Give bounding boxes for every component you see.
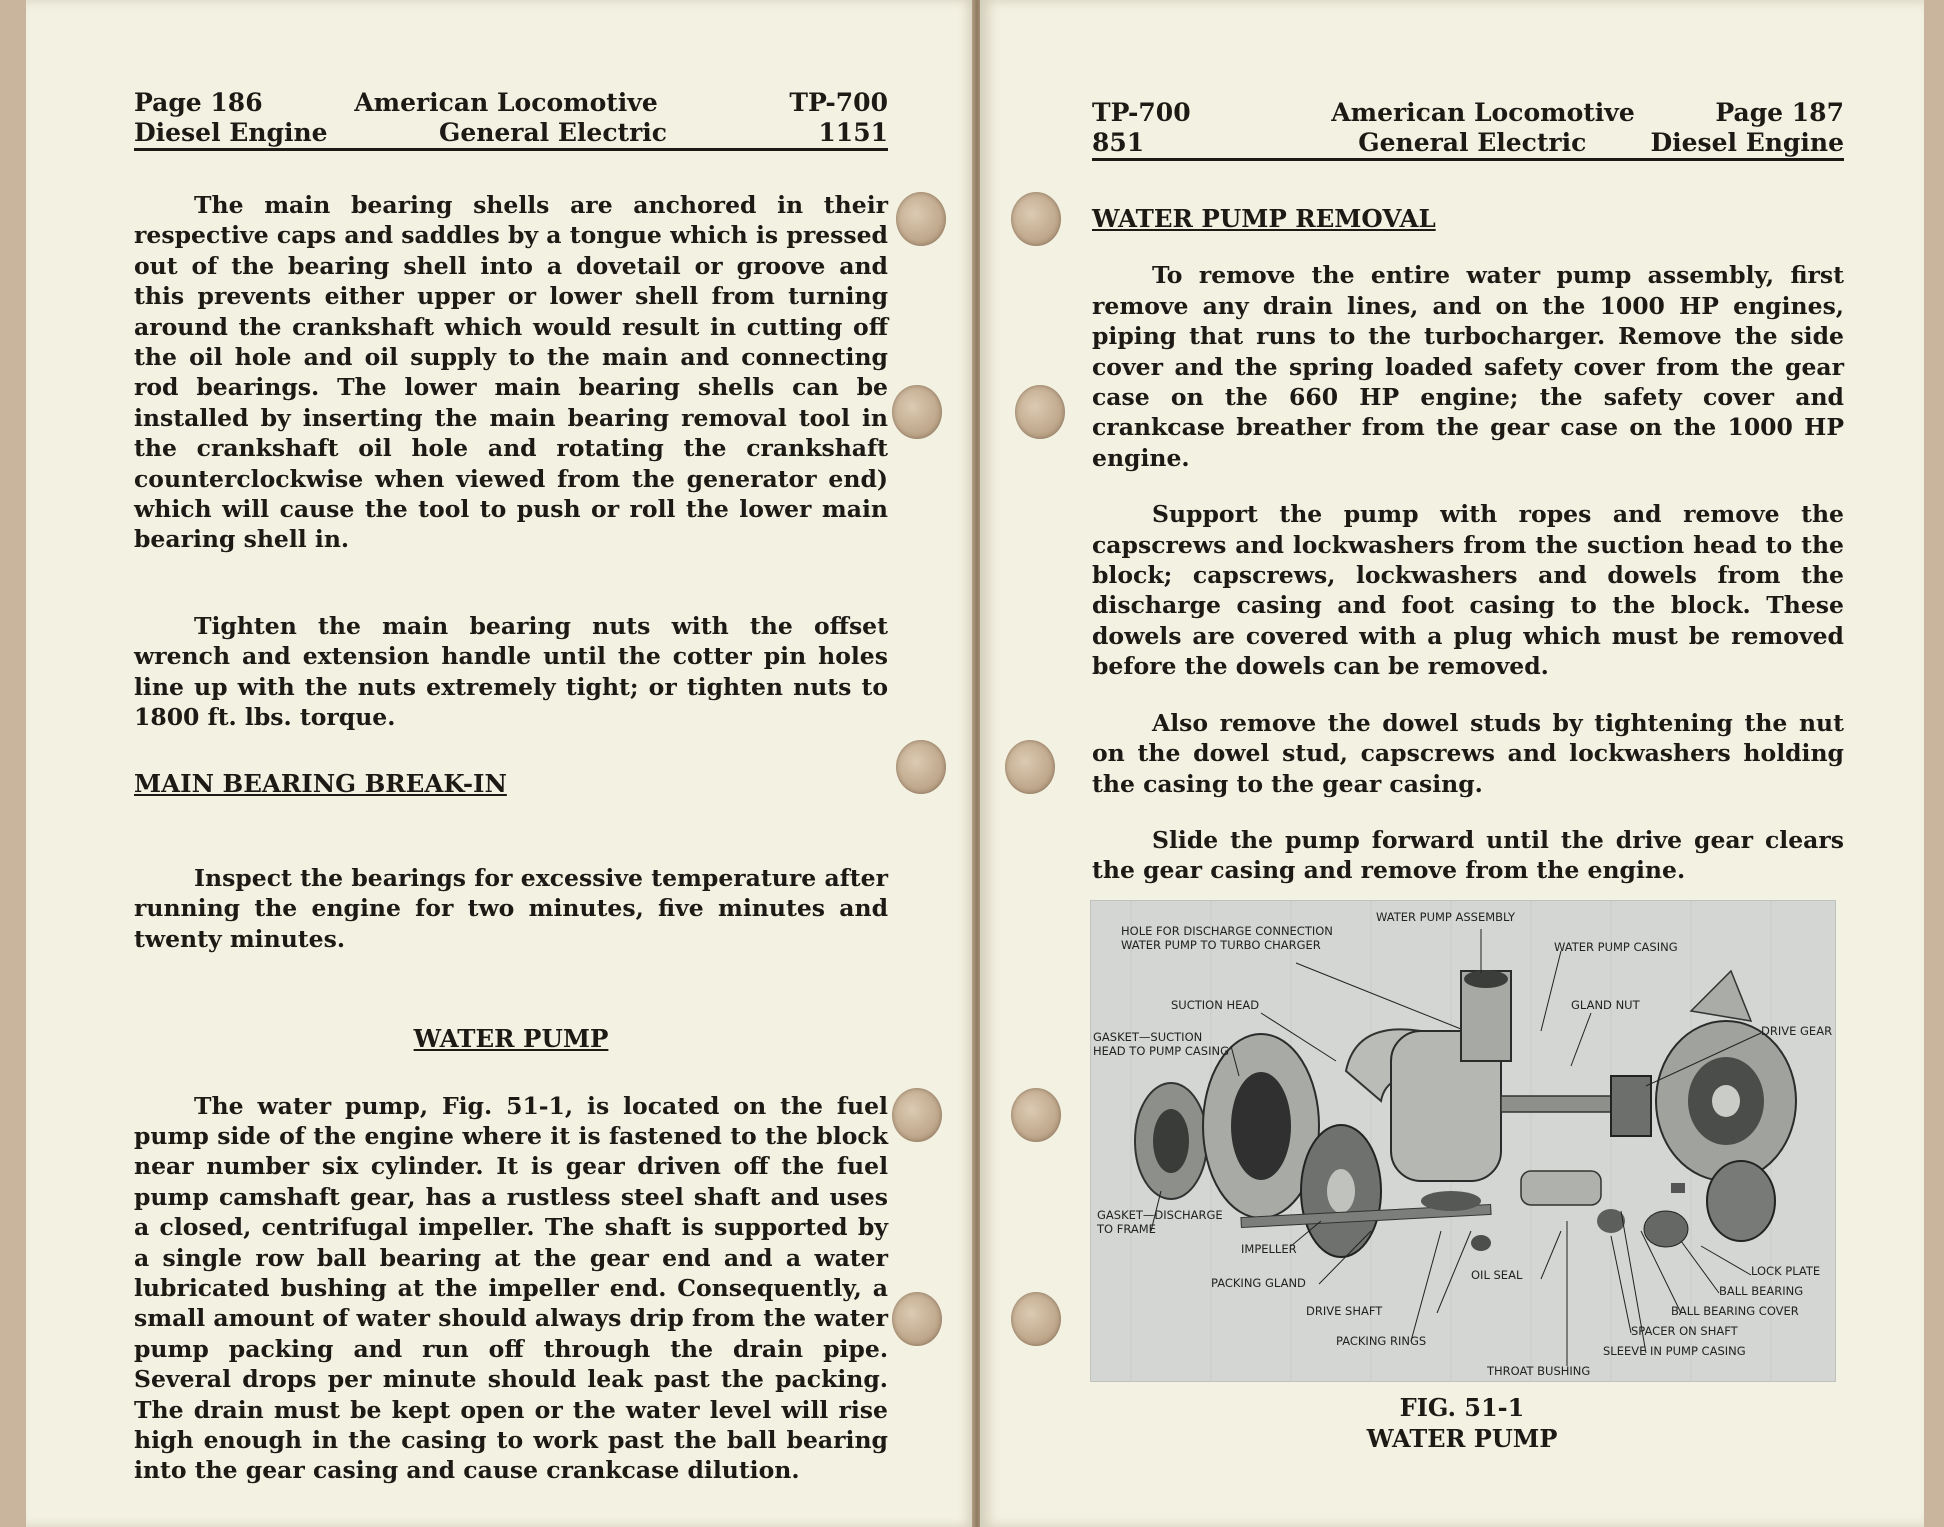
left-page-body [134,190,888,1486]
figure-caption [1090,1392,1834,1454]
figure-label: GASKET—SUCTION [1093,1030,1203,1044]
figure-label: GLAND NUT [1571,998,1640,1012]
figure-label: SPACER ON SHAFT [1631,1324,1738,1338]
figure-label: LOCK PLATE [1751,1264,1821,1278]
punch-hole [1011,192,1061,246]
figure-label: WATER PUMP CASING [1554,940,1678,954]
paragraph: Also remove the dowel studs by tightening the nut on the dowel stud, capscrews and lockwashers holding the casing to the gear casing. [1092,708,1844,798]
company-name: American Locomotive [1331,98,1635,127]
figure-number: FIG. 51-1 [1399,1393,1525,1422]
section-heading: MAIN BEARING BREAK-IN [134,768,507,798]
figure-label: WATER PUMP TO TURBO CHARGER [1121,938,1321,952]
figure-label: SLEEVE IN PUMP CASING [1603,1344,1746,1358]
figure-label: DRIVE SHAFT [1306,1304,1383,1318]
punch-hole [1011,1292,1061,1346]
punch-hole [896,740,946,794]
figure-label: IMPELLER [1241,1242,1297,1256]
punch-hole [892,1088,942,1142]
punch-hole [1005,740,1055,794]
punch-hole [892,385,942,439]
document-number: TP-700 [789,88,888,117]
punch-hole [896,192,946,246]
punch-hole [892,1292,942,1346]
revision-number: 851 [1092,128,1145,157]
punch-hole [1011,1088,1061,1142]
figure-label: PACKING GLAND [1211,1276,1306,1290]
punch-hole [1015,385,1065,439]
right-page-body [1092,204,1844,886]
figure-label: THROAT BUSHING [1487,1364,1591,1378]
company-name: American Locomotive [354,88,658,117]
figure-label: HOLE FOR DISCHARGE CONNECTION [1121,924,1333,938]
page-number: Page 186 [134,88,263,117]
figure-title: WATER PUMP [1366,1424,1558,1453]
figure-label: TO FRAME [1097,1222,1156,1236]
left-page-header [134,88,888,151]
paragraph: Inspect the bearings for excessive temperature after running the engine for two minutes, five minutes and twenty minutes. [134,863,888,953]
paragraph: Slide the pump forward until the drive gear clears the gear casing and remove from the engine. [1092,825,1844,885]
company-name-2: General Electric [438,118,667,147]
section-heading: WATER PUMP [413,1024,609,1054]
document-number: TP-700 [1092,98,1191,127]
revision-number: 1151 [818,118,888,147]
figure-label: WATER PUMP ASSEMBLY [1376,910,1515,924]
document-subject: Diesel Engine [134,118,328,147]
page-number: Page 187 [1715,98,1844,127]
figure-label: HEAD TO PUMP CASING [1093,1044,1229,1058]
paragraph: The main bearing shells are anchored in their respective caps and saddles by a tongue which is pressed out of the bearing shell into a dovetail or groove and this prevents either upper or lower shell from turning around the crankshaft which would result in cutting off the oil hole and oil supply to the main and connecting rod bearings. The lower main bearing shells can be installed by inserting the main bearing removal tool in the crankshaft oil hole and rotating the crankshaft counterclockwise when viewed from the generator end) which will cause the tool to push or roll the lower main bearing shell in. [134,191,888,554]
paragraph: Tighten the main bearing nuts with the offset wrench and extension handle until the cotter pin holes line up with the nuts extremely tight; or tighten nuts to 1800 ft. lbs. torque. [134,611,888,732]
paragraph: The water pump, Fig. 51-1, is located on the fuel pump side of the engine where it is fastened to the block near number six cylinder. It is gear driven off the fuel pump camshaft gear, has a rustless steel shaft and uses a closed, centrifugal impeller. The shaft is supported by a single row ball bearing at the gear end and a water lubricated bushing at the impeller end. Consequently, a small amount of water should always drip from the water pump packing and run off through the drain pipe. Several drops per minute should leak past the packing. The drain must be kept open or the water level will rise high enough in the casing to work past the ball bearing into the gear casing and cause crankcase dilution. [134,1091,888,1485]
right-page-header [1092,98,1844,161]
figure-label: BALL BEARING [1719,1284,1804,1298]
figure-label: OIL SEAL [1471,1268,1523,1282]
paragraph: To remove the entire water pump assembly, first remove any drain lines, and on the 1000 HP engines, piping that runs to the turbocharger. Remove the side cover and the spring loaded safety cover from the gear case on the 660 HP engine; the safety cover and crankcase breather from the gear case on the 1000 HP engine. [1092,261,1844,472]
company-name-2: General Electric [1358,128,1587,157]
figure-label: SUCTION HEAD [1171,998,1260,1012]
water-pump-illustration [1091,901,1835,1381]
figure-label: GASKET—DISCHARGE [1097,1208,1223,1222]
paragraph: Support the pump with ropes and remove the capscrews and lockwashers from the suction head to the block; capscrews, lockwashers and dowels from the discharge casing and foot casing to the block. These dowels are covered with a plug which must be removed before the dowels can be removed. [1092,500,1844,681]
document-subject: Diesel Engine [1650,128,1844,157]
figure-label: BALL BEARING COVER [1671,1304,1799,1318]
figure-label: PACKING RINGS [1336,1334,1427,1348]
water-pump-figure [1090,900,1836,1382]
section-heading: WATER PUMP REMOVAL [1092,204,1436,233]
figure-label: DRIVE GEAR [1761,1024,1833,1038]
